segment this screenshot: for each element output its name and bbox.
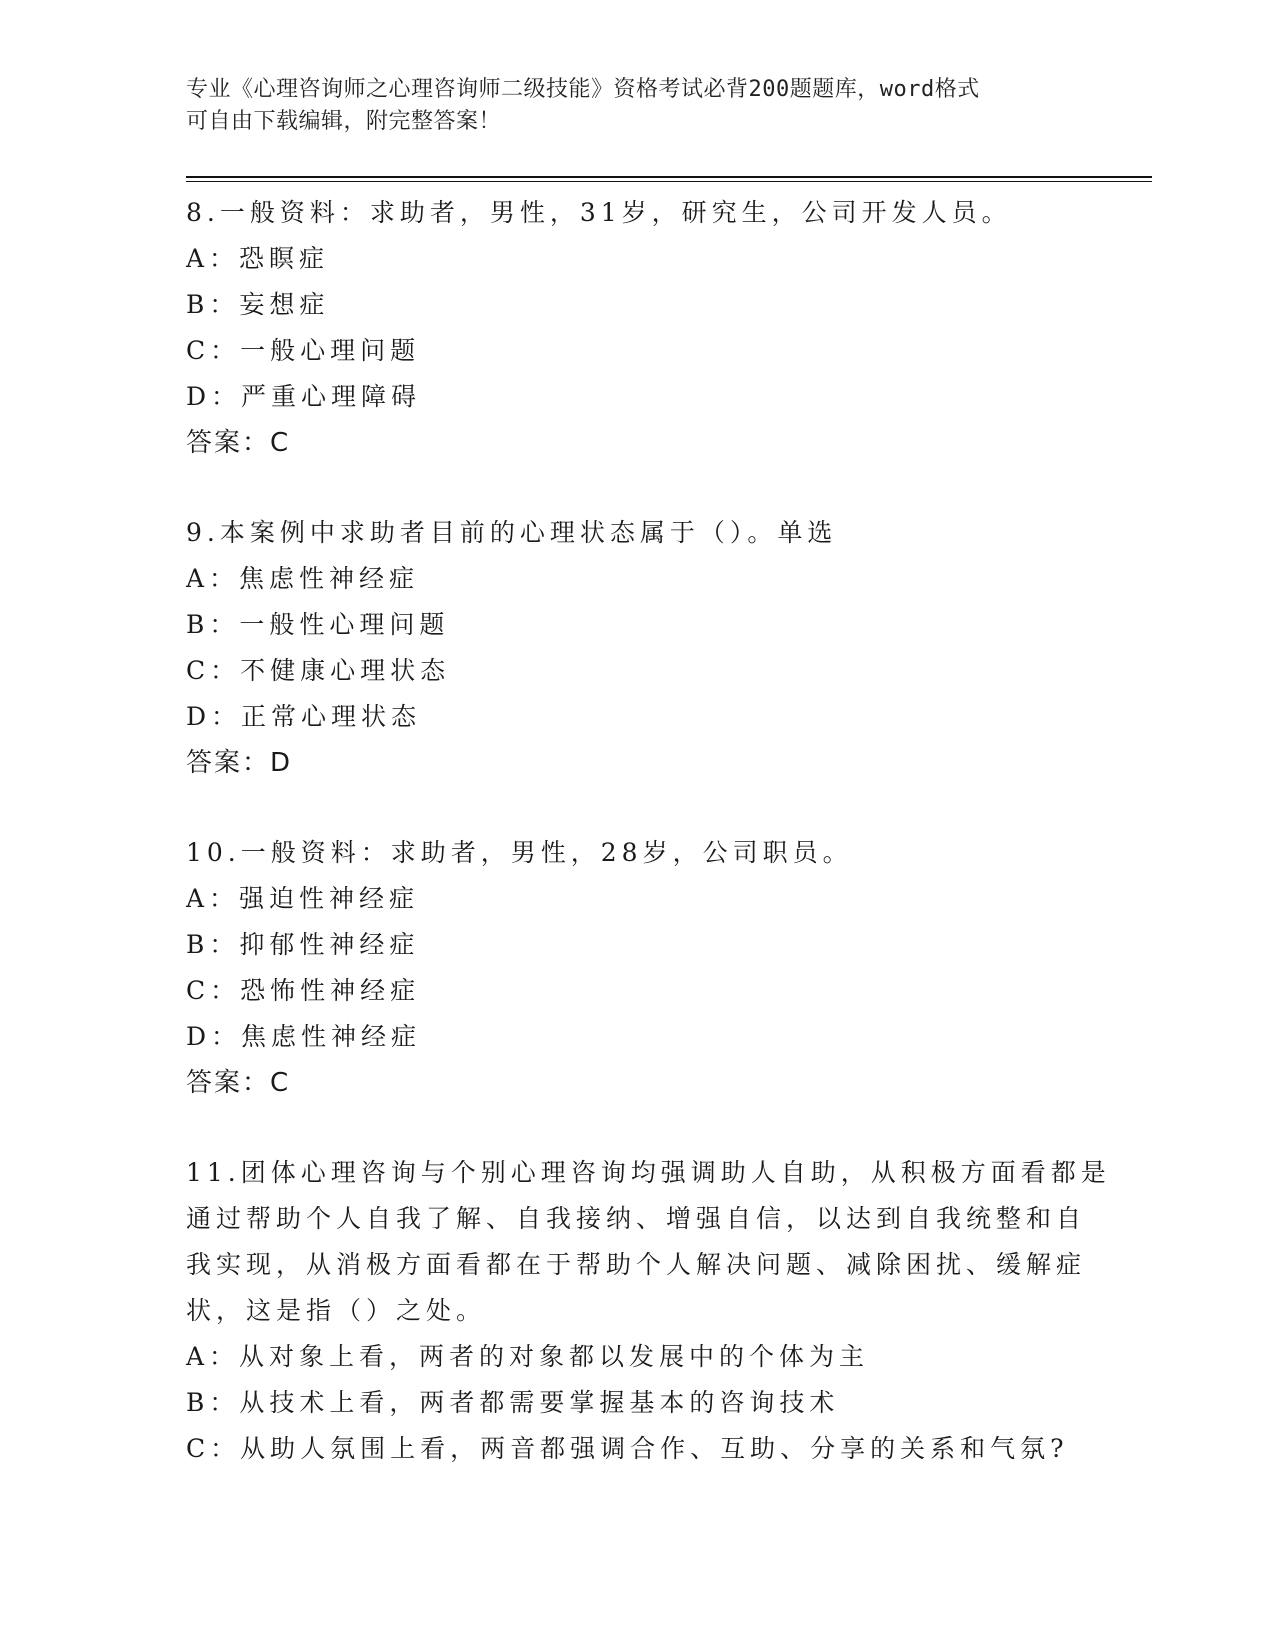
option-d: D：严重心理障碍	[186, 382, 422, 411]
question-9	[186, 510, 1086, 786]
option-c: C：恐怖性神经症	[186, 976, 421, 1005]
option-a: A：焦虑性神经症	[186, 564, 420, 593]
option-c: C：不健康心理状态	[186, 656, 451, 685]
answer-label: 答案：C	[186, 1068, 291, 1098]
option-b: B：从技术上看，两者都需要掌握基本的咨询技术	[186, 1388, 840, 1417]
option-a: A：从对象上看，两者的对象都以发展中的个体为主	[186, 1342, 870, 1371]
question-stem-line-3: 我实现，从消极方面看都在于帮助个人解决问题、减除困扰、缓解症	[186, 1250, 1087, 1279]
option-d: D：正常心理状态	[186, 702, 422, 731]
answer-label: 答案：C	[186, 428, 291, 458]
option-a: A：恐瞑症	[186, 244, 330, 273]
answer-label: 答案：D	[186, 748, 293, 778]
question-8	[186, 190, 1086, 466]
header-divider-thick	[186, 176, 1152, 178]
option-b: B：抑郁性神经症	[186, 930, 420, 959]
question-10	[186, 830, 1086, 1106]
question-stem: 10.一般资料：求助者，男性，28岁，公司职员。	[186, 838, 853, 867]
question-stem: 9.本案例中求助者目前的心理状态属于（）。单选	[186, 518, 838, 547]
question-stem: 8.一般资料：求助者，男性，31岁，研究生，公司开发人员。	[186, 198, 1012, 227]
option-b: B：一般性心理问题	[186, 610, 450, 639]
header-line-1: 专业《心理咨询师之心理咨询师二级技能》资格考试必背200题题库，word格式	[186, 77, 980, 102]
question-stem-line-1: 11.团体心理咨询与个别心理咨询均强调助人自助，从积极方面看都是	[186, 1158, 1111, 1187]
question-11	[186, 1150, 1111, 1472]
option-c: C：一般心理问题	[186, 336, 421, 365]
option-d: D：焦虑性神经症	[186, 1022, 422, 1051]
question-stem-line-4: 状，这是指（）之处。	[186, 1296, 487, 1325]
question-stem-line-2: 通过帮助个人自我了解、自我接纳、增强自信，以达到自我统整和自	[186, 1204, 1087, 1233]
option-c: C：从助人氛围上看，两音都强调合作、互助、分享的关系和气氛?	[186, 1434, 1069, 1463]
header-line-2: 可自由下载编辑，附完整答案！	[186, 109, 502, 134]
document-header	[186, 74, 1066, 138]
header-divider-thin	[186, 181, 1152, 182]
question-list	[186, 190, 1111, 1516]
option-b: B：妄想症	[186, 290, 330, 319]
option-a: A：强迫性神经症	[186, 884, 420, 913]
